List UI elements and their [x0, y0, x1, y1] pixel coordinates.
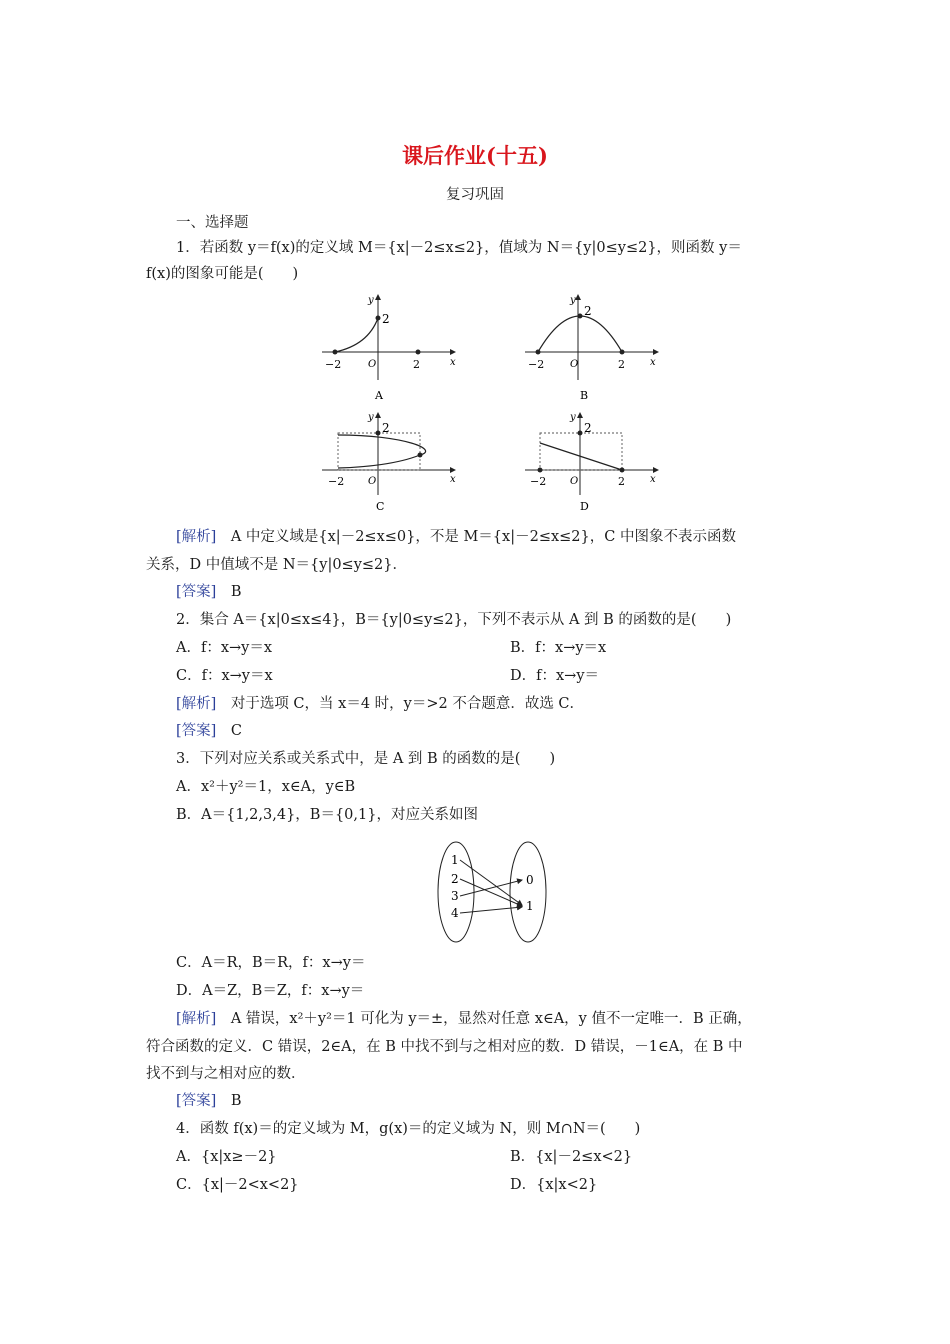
graph-a [322, 295, 456, 402]
q4-option-b: B．{x|－2≤x<2} [510, 1149, 633, 1165]
q1-answer [176, 582, 241, 602]
q2-analysis-text: 对于选项 C，当 x＝4 时，y＝>2 不合题意．故选 C． [216, 696, 585, 712]
q3-option-c: C．A＝R，B＝R，f：x→y＝ [176, 955, 366, 971]
q1-stem-line1: 1．若函数 y＝f(x)的定义域 M＝{x|－2≤x≤2}，值域为 N＝{y|0≤y≤2}，则函数 y＝ [176, 240, 742, 256]
graph-c-y-label: y [368, 412, 374, 423]
graph-c-caption: C [376, 500, 385, 513]
q2-option-a: A．f：x→y＝x [176, 640, 273, 656]
graph-d-tick-2-y: 2 [584, 421, 592, 435]
q3-analysis-text1: A 错误，x²＋y²＝1 可化为 y＝±，显然对任意 x∈A，y 值不一定唯一．B 正确， [216, 1011, 752, 1027]
analysis-tag: [解析] [176, 696, 217, 712]
graph-a-caption: A [375, 389, 383, 402]
graph-c-tick-m2: −2 [328, 475, 345, 488]
q4-option-c: C．{x|－2<x<2} [176, 1177, 299, 1193]
q2-analysis [176, 694, 584, 714]
analysis-tag: [解析] [176, 529, 217, 545]
q3-analysis-line2: 符合函数的定义．C 错误，2∈A，在 B 中找不到与之相对应的数．D 错误，－1∈A，在 B 中 [146, 1039, 743, 1055]
page-title: 课后作业(十五) [402, 143, 548, 168]
graph-d-tick-m2: −2 [530, 475, 547, 488]
set-a-element-3: 3 [451, 889, 459, 903]
graph-a-y-label: y [368, 295, 374, 306]
answer-tag: [答案] [176, 584, 217, 600]
graph-b-tick-2-y: 2 [584, 304, 592, 318]
graph-d [525, 412, 658, 513]
q4-option-a: A．{x|x≥－2} [176, 1149, 277, 1165]
q1-analysis-line1 [176, 527, 736, 547]
graph-c [322, 412, 456, 513]
q2-option-b: B．f：x→y＝x [510, 640, 607, 656]
graph-d-origin: O [570, 476, 579, 487]
q1-answer-value: B [216, 584, 242, 600]
arrow-4-to-1 [460, 907, 522, 913]
graph-b-tick-2-x: 2 [618, 358, 625, 371]
set-b-ellipse [510, 842, 546, 942]
q1-stem-line2: f(x)的图象可能是( ) [146, 266, 299, 282]
analysis-tag: [解析] [176, 1011, 217, 1027]
graph-c-origin: O [368, 476, 377, 487]
graph-d-y-label: y [570, 412, 576, 423]
graph-d-caption: D [580, 500, 589, 513]
q3-option-b: B．A＝{1,2,3,4}，B＝{0,1}，对应关系如图 [176, 807, 478, 823]
answer-tag: [答案] [176, 723, 217, 739]
section-subtitle: 复习巩固 [446, 187, 504, 203]
q4-option-d: D．{x|x<2} [510, 1177, 598, 1193]
set-b-element-0: 0 [526, 873, 534, 887]
graph-b-x-label: x [650, 357, 656, 368]
graph-b-tick-m2: −2 [528, 358, 545, 371]
graph-a-x-label: x [450, 357, 456, 368]
graph-b-caption: B [580, 389, 589, 402]
set-a-element-1: 1 [451, 853, 459, 867]
q3-answer [176, 1091, 241, 1111]
set-a-element-4: 4 [451, 906, 459, 920]
q1-graphs [300, 285, 680, 520]
q2-option-c: C．f：x→y＝x [176, 668, 273, 684]
section-heading: 一、选择题 [176, 215, 249, 231]
q2-answer [176, 721, 242, 741]
q3-mapping-diagram [430, 838, 555, 946]
graph-a-tick-2-x: 2 [413, 358, 420, 371]
set-b-element-1: 1 [526, 899, 534, 913]
q3-option-d: D．A＝Z，B＝Z，f：x→y＝ [176, 983, 365, 999]
q3-analysis-line1 [176, 1009, 752, 1029]
graph-d-x-label: x [650, 474, 656, 485]
q2-stem: 2．集合 A＝{x|0≤x≤4}，B＝{y|0≤y≤2}，下列不表示从 A 到 B 的函数的是( ) [176, 612, 732, 628]
set-a-element-2: 2 [451, 872, 459, 886]
graph-a-tick-m2: −2 [325, 358, 342, 371]
graph-a-tick-2-y: 2 [382, 312, 390, 326]
answer-tag: [答案] [176, 1093, 217, 1109]
q4-stem: 4．函数 f(x)＝的定义域为 M，g(x)＝的定义域为 N，则 M∩N＝( ) [176, 1121, 641, 1137]
graph-b-y-label: y [570, 295, 576, 306]
q3-analysis-line3: 找不到与之相对应的数． [146, 1066, 306, 1082]
graph-d-tick-2-x: 2 [618, 475, 625, 488]
q3-answer-value: B [216, 1093, 242, 1109]
q1-analysis-line2: 关系，D 中值域不是 N＝{y|0≤y≤2}． [146, 557, 407, 573]
graph-c-tick-2-y: 2 [382, 421, 390, 435]
graph-b-origin: O [570, 359, 579, 370]
q1-analysis-text1: A 中定义域是{x|－2≤x≤0}，不是 M＝{x|－2≤x≤2}，C 中图象不表示函数 [216, 529, 736, 545]
graph-a-origin: O [368, 359, 377, 370]
q3-option-a: A．x²＋y²＝1，x∈A，y∈B [176, 779, 356, 795]
q2-answer-value: C [216, 723, 242, 739]
graph-c-x-label: x [450, 474, 456, 485]
graph-b [525, 295, 658, 402]
q3-stem: 3．下列对应关系或关系式中，是 A 到 B 的函数的是( ) [176, 751, 556, 767]
q2-option-d: D．f：x→y＝ [510, 668, 600, 684]
